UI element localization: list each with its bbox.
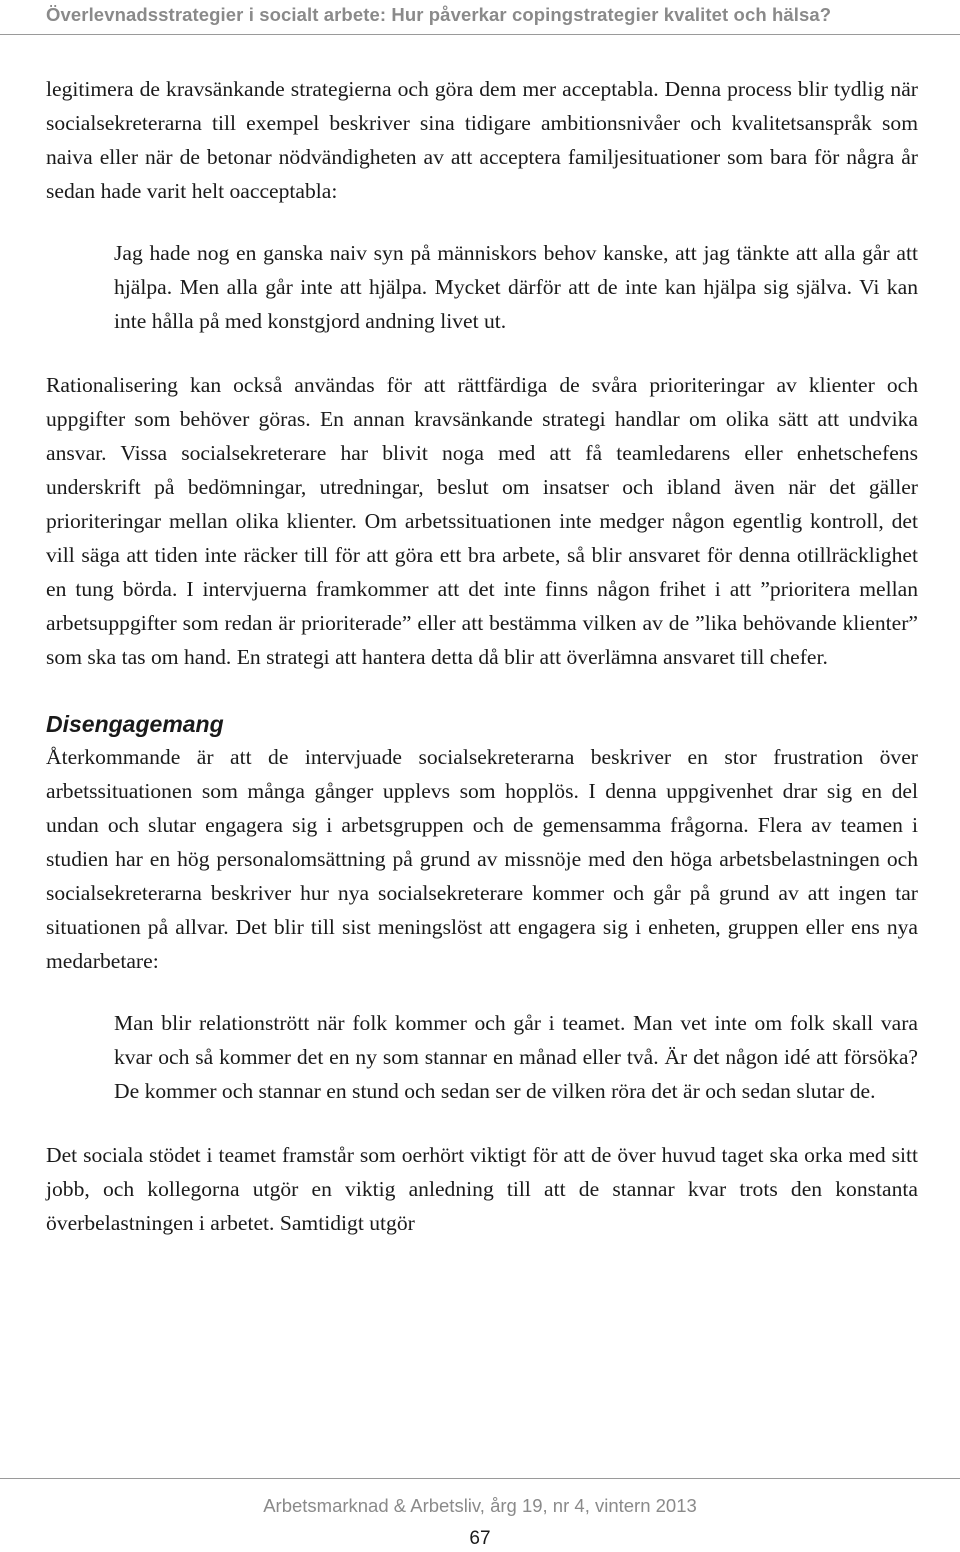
footer-divider bbox=[0, 1478, 960, 1479]
interview-quote: Jag hade nog en ganska naiv syn på människors behov kanske, att jag tänkte att alla går att hjälpa. Men alla går inte att hjälpa. Mycket därför att de inte kan hjälpa sig själva. Vi kan inte hålla på med konstgjord andning livet ut. bbox=[114, 241, 918, 333]
header-divider bbox=[0, 34, 960, 35]
section-heading: Disengagemang bbox=[46, 711, 224, 737]
body-paragraph: Återkommande är att de intervjuade socialsekreterarna beskriver en stor frustration över arbetssituationen som många gånger upplevs som hopplös. I denna uppgivenhet drar sig en del undan och slutar engagera sig i arbetsgruppen och de gemensamma frågorna. Flera av teamen i studien har en hög personalomsättning på grund av missnöje med den höga arbetsbelastningen och socialsekreterarna beskriver hur nya socialsekreterare kommer och går på grund av att ingen tar situationen på allvar. Det blir till sist meningslöst att engagera sig i enheten, gruppen eller ens nya medarbetare: bbox=[46, 745, 918, 973]
running-header-title: Överlevnadsstrategier i socialt arbete: Hur påverkar copingstrategier kvalitet och hälsa? bbox=[46, 4, 832, 25]
interview-quote: Man blir relationstrött när folk kommer och går i teamet. Man vet inte om folk skall vara kvar och så kommer det en ny som stannar en månad eller två. Är det någon idé att försöka? De kommer och stannar en stund och sedan ser de vilken röra det är och sedan slutar de. bbox=[114, 1011, 918, 1103]
body-paragraph: Rationalisering kan också användas för att rättfärdiga de svåra prioriteringar av klienter och uppgifter som behöver göras. En annan kravsänkande strategi handlar om olika sätt att undvika ansvar. Vissa socialsekreterare har blivit noga med att få teamledarens eller enhetschefens underskrift på bedömningar, utredningar, beslut om insatser och ibland även när det gäller prioriteringar mellan olika klienter. Om arbetssituationen inte medger någon egentlig kontroll, det vill säga att tiden inte räcker till för att göra ett bra arbete, så blir ansvaret för denna otillräcklighet en tung börda. I intervjuerna framkommer att det inte finns någon frihet i att ”prioritera mellan arbetsuppgifter som redan är prioriterade” eller att bestämma vilken av de ”lika behövande klienter” som ska tas om hand. En strategi att hantera detta då blir att överlämna ansvaret till chefer. bbox=[46, 373, 918, 669]
article-body bbox=[46, 72, 918, 1240]
page-number: 67 bbox=[469, 1528, 491, 1549]
body-paragraph: Det sociala stödet i teamet framstår som oerhört viktigt för att de över huvud taget ska orka med sitt jobb, och kollegorna utgör en viktig anledning till att de stannar kvar trots den konstanta överbelastningen i arbetet. Samtidigt utgör bbox=[46, 1143, 918, 1235]
body-paragraph: legitimera de kravsänkande strategierna och göra dem mer acceptabla. Denna process blir tydlig när socialsekreterarna till exempel beskriver sina tidigare ambitionsnivåer och kvalitetsanspråk som naiva eller när de betonar nödvändigheten av att acceptera familjesituationer som bara för några år sedan hade varit helt oacceptabla: bbox=[46, 77, 918, 203]
journal-reference: Arbetsmarknad & Arbetsliv, årg 19, nr 4, vintern 2013 bbox=[263, 1495, 697, 1516]
